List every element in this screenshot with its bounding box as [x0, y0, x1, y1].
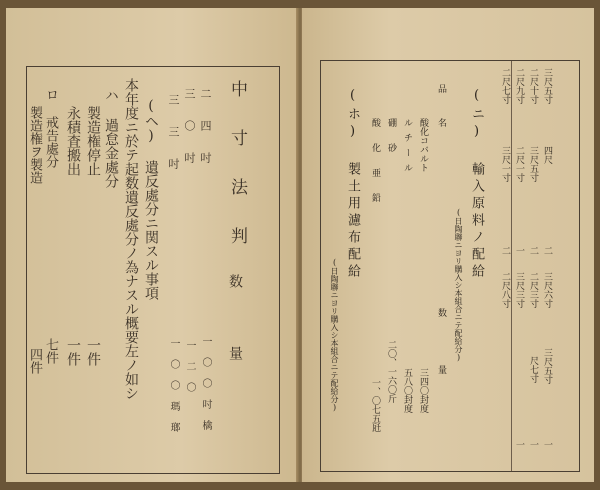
- left-header-quantity: 数 量: [227, 274, 243, 370]
- column-header-item: 品 名: [436, 84, 446, 135]
- size-cell: 二尺十寸: [528, 68, 538, 104]
- size-cell: 二尺七寸: [500, 68, 510, 104]
- size-cell: 二尺九寸: [514, 68, 524, 104]
- size-code-3: 三 三 吋: [167, 94, 180, 173]
- warning-heading: ロ 戒告處分: [43, 88, 58, 168]
- size-cell: 三尺五寸: [528, 146, 538, 182]
- section-note-filter-cloth: (日陶聯ニヨリ購入シ本組合ニテ配給分): [330, 258, 339, 412]
- size-cell: 一: [528, 440, 538, 449]
- material-name-3: 硼砂: [386, 118, 396, 168]
- item-label-1: 製造権停止: [85, 106, 101, 176]
- right-page: [302, 8, 594, 482]
- section-title-filter-cloth: (ホ) 製土用濾布配給: [345, 88, 360, 281]
- size-cell: 二尺八寸: [500, 272, 510, 308]
- material-qty-1: 三四〇封度: [418, 368, 428, 413]
- size-cell: 四尺: [542, 146, 552, 164]
- size-cell: 一: [514, 246, 524, 255]
- size-cell: 二尺三寸: [528, 272, 538, 308]
- item-label-4: 製造権ヲ製造: [27, 106, 42, 184]
- material-name-2: ルチール: [402, 118, 412, 178]
- item-count-4: 四件: [27, 348, 42, 374]
- size-cell: 三尺一寸: [500, 146, 510, 182]
- size-cell: 三尺三寸: [514, 272, 524, 308]
- column-header-quantity: 数 量: [436, 308, 446, 384]
- item-count-2: 一件: [65, 338, 81, 366]
- material-qty-2: 五八〇封度: [402, 368, 412, 413]
- size-cell: 三尺五寸: [542, 348, 552, 384]
- violation-summary-line: 本年度ニ於テ起数遺反處分ノ為ナスル概要左ノ如シ: [123, 78, 139, 400]
- item-label-2: 永積査搬出: [65, 106, 81, 176]
- size-cell: 一: [514, 440, 524, 449]
- item-count-1: 一件: [85, 338, 101, 366]
- section-note-import: (日陶聯ニヨリ購入シ本組合ニテ配給分): [454, 208, 463, 362]
- size-cell: 二: [542, 246, 552, 255]
- fine-heading: ハ 過怠金處分: [103, 88, 119, 188]
- size-cell: 二: [528, 246, 538, 255]
- left-page: [6, 8, 298, 482]
- material-name-4: 酸化亜鉛: [370, 118, 380, 218]
- size-qty-3: 一 〇 〇 瑪 瑯: [168, 338, 179, 432]
- left-header-title: 中 寸 法 判: [227, 80, 247, 250]
- size-cell: 三尺六寸: [542, 272, 552, 308]
- size-code-2: 三 〇 吋: [183, 88, 196, 167]
- size-qty-1: 一 〇 〇 吋 檎: [200, 336, 211, 430]
- size-cell: 一: [542, 440, 552, 449]
- size-cell: 尺七寸: [528, 356, 538, 383]
- material-qty-4: 一、〇七五瓩: [370, 378, 380, 432]
- size-cell: 二尺一寸: [514, 146, 524, 182]
- section-heading-violation: (ヘ) 遺反處分ニ関スル事項: [143, 98, 159, 300]
- size-qty-2: 一 二 〇: [184, 340, 195, 392]
- size-cell: 二: [500, 246, 510, 255]
- material-name-1: 酸化コバルト: [418, 118, 428, 172]
- material-qty-3: 二〇、一六〇斤: [386, 340, 396, 403]
- size-cell: 三尺五寸: [542, 68, 552, 104]
- section-title-import: (ニ) 輸入原料ノ配給: [469, 88, 484, 281]
- table-divider: [511, 61, 512, 471]
- size-code-1: 二 四 吋: [199, 88, 212, 167]
- item-count-3: 七件: [43, 338, 58, 364]
